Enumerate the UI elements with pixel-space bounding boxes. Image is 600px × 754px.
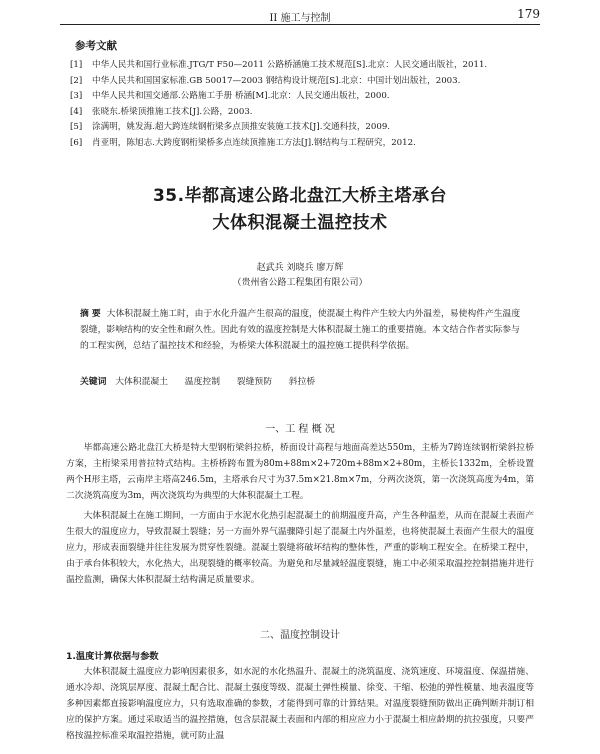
references-heading: 参考文献	[75, 40, 117, 52]
overview-paragraph-1: 毕都高速公路北盘江大桥是特大型钢桁梁斜拉桥，桥面设计高程与地面高差达550m，主桥为7跨连续钢桁梁斜拉桥方案，主桁梁采用普拉特式结构。主桥桥跨布置为80m+88m×2+720m+88m×2+80m，主桥长1332m，全桥设置两个H形主塔，云南岸主塔高246.5m，主塔承台尺寸为37.5m×21.8m×7m，分两次浇筑，第一次浇筑高度为4m，第二次浇筑高度为3m，两次浇筑均为典型的大体积混凝土工程。	[66, 443, 534, 501]
reference-text: 中华人民共和国行业标准.JTG/T F50—2011 公路桥涵施工技术规范[S].北京：人民交通出版社，2011.	[92, 60, 488, 70]
reference-number: [3]	[70, 91, 83, 101]
reference-item	[70, 105, 550, 121]
affiliation: （贵州省公路工程集团有限公司）	[232, 278, 368, 288]
temperature-paragraph-1: 大体积混凝土温度应力影响因素很多，如水泥的水化热温升、混凝土的浇筑温度、浇筑速度、环境温度、保温措施、通水冷却、浇筑层厚度、混凝土配合比、混凝土强度等级、混凝土弹性模量、徐变、干缩、松弛的弹性模量、地表温度等多种因素都直接影响温度应力，只有选取准确的参数，才能得到可靠的计算结果。对温度裂缝预防做出正确判断并制订相应的保护方案。通过采取适当的温控措施，包含层混凝土表面和内部的相应应力小于混凝土相应龄期的抗拉强度，只要严格按温控标准采取温控措施，就可防止温	[66, 667, 534, 741]
section-heading-temperature-control: 二、温度控制设计	[260, 630, 340, 641]
keyword: 大体积混凝土	[115, 377, 168, 387]
keywords	[80, 374, 528, 387]
reference-number: [1]	[70, 60, 83, 70]
running-header	[60, 8, 540, 25]
reference-item	[70, 74, 550, 90]
reference-item	[70, 120, 550, 136]
keyword: 裂缝预防	[236, 377, 272, 387]
abstract	[80, 306, 528, 354]
keyword: 斜拉桥	[288, 377, 316, 387]
reference-item	[70, 136, 550, 152]
reference-number: [4]	[70, 106, 83, 117]
reference-text: 张晓东.桥梁顶推施工技术[J].公路，2003.	[92, 106, 253, 117]
abstract-label: 摘 要	[80, 309, 101, 319]
reference-text: 涂满明，姚发海.超大跨连续钢桁梁多点顶推安装施工技术[J].交通科技，2009.	[92, 122, 391, 132]
article-title-line-1: 35.毕都高速公路北盘江大桥主塔承台	[152, 186, 448, 206]
header-title: II 施工与控制	[269, 13, 331, 24]
reference-item	[70, 58, 550, 74]
page-number: 179	[517, 7, 540, 21]
article-title	[0, 183, 600, 237]
authors: 赵武兵 刘晓兵 廖万辉	[256, 263, 344, 273]
abstract-text: 大体积混凝土施工时，由于水化升温产生很高的温度，使混凝土构件产生较大内外温差，易使构件产生温度裂缝，影响结构的安全性和耐久性。因此有效的温度控制是大体积混凝土施工的重要措施。本文结合作者实际参与的工程实例，总结了温控技术和经验，为桥梁大体积混凝土的温控施工提供科学依据。	[80, 309, 521, 351]
reference-number: [5]	[70, 122, 83, 132]
subsection-heading: 1.温度计算依据与参数	[66, 651, 159, 662]
reference-text: 中华人民共和国国家标准.GB 50017—2003 钢结构设计规范[S].北京：中国计划出版社，2003.	[92, 75, 461, 86]
keywords-label: 关键词	[80, 377, 107, 387]
overview-paragraph-2: 大体积混凝土在施工期间，一方面由于水泥水化热引起混凝土的前期温度升高，产生各种温差，从而在混凝土表面产生很大的温度应力，导致混凝土裂缝；另一方面外界气温骤降引起了混凝土内外温差，也将使混凝土表面产生很大的温度应力，形成表面裂缝并往往发展为贯穿性裂缝。混凝土裂缝将破坏结构的整体性，严重的影响工程安全。在桥梁工程中，由于承台体积较大，水化热大，出现裂缝的概率较高。为避免和尽量减轻温度裂缝，施工中必须采取温控控制措施并进行温控监测，确保大体积混凝土结构满足质量要求。	[66, 511, 534, 585]
article-title-line-2: 大体积混凝土温控技术	[212, 213, 388, 233]
section-heading-overview: 一、工 程 概 况	[265, 424, 335, 435]
reference-number: [2]	[70, 75, 83, 86]
reference-item	[70, 89, 550, 105]
reference-number: [6]	[70, 137, 83, 148]
keyword: 温度控制	[184, 377, 220, 387]
references-list	[70, 58, 550, 151]
reference-text: 中华人民共和国交通部.公路施工手册 桥涵[M].北京：人民交通出版社，2000.	[92, 91, 390, 101]
reference-text: 肖亚明，陈旭志.大跨度钢桁梁桥多点连续顶推施工方法[J].钢结构与工程研究，2012.	[92, 137, 416, 148]
